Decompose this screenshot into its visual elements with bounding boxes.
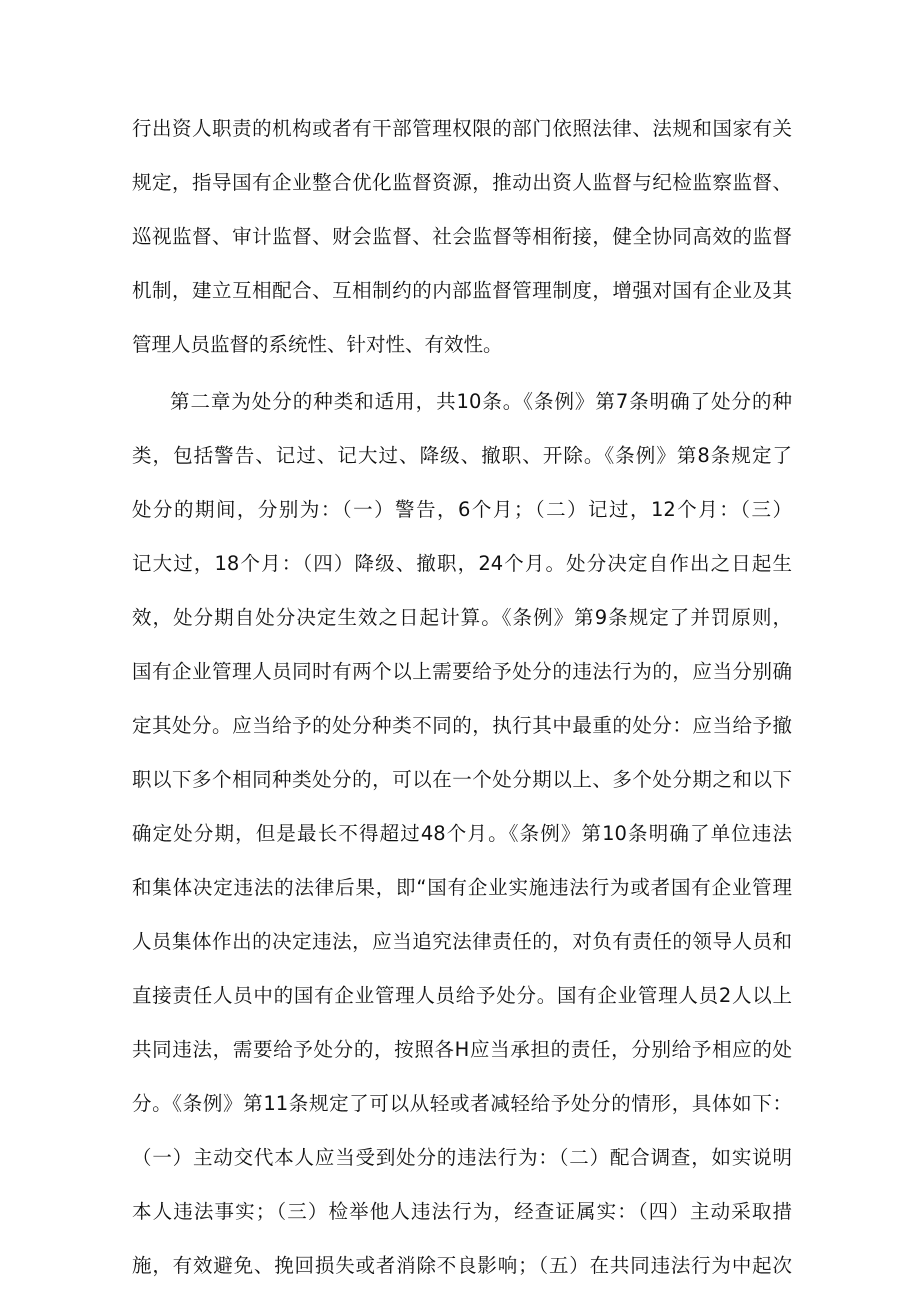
text-line: 记大过，18个月：（四）降级、撤职，24个月。处分决定自作出之日起生 [132, 552, 792, 575]
text-line: 规定，指导国有企业整合优化监督资源，推动出资人监督与纪检监察监督、 [132, 171, 792, 194]
text-line: 分。《条例》第11条规定了可以从轻或者减轻给予处分的情形，具体如下： [132, 1092, 792, 1115]
text-line: 效，处分期自处分决定生效之日起计算。《条例》第9条规定了并罚原则， [132, 606, 792, 629]
text-line: 行出资人职责的机构或者有干部管理权限的部门依照法律、法规和国家有关 [132, 117, 792, 140]
text-line: 共同违法，需要给予处分的，按照各H应当承担的责任，分别给予相应的处 [132, 1038, 792, 1061]
text-line: 确定处分期，但是最长不得超过48个月。《条例》第10条明确了单位违法 [132, 822, 792, 845]
text-line: 定其处分。应当给予的处分种类不同的，执行其中最重的处分：应当给予撤 [132, 714, 792, 737]
text-line: 第二章为处分的种类和适用，共10条。《条例》第7条明确了处分的种 [170, 390, 792, 413]
text-line: 本人违法事实；（三）检举他人违法行为，经查证属实：（四）主动采取措 [132, 1200, 792, 1223]
text-line: 职以下多个相同种类处分的，可以在一个处分期以上、多个处分期之和以下 [132, 768, 792, 791]
text-line: 处分的期间，分别为：（一）警告，6个月；（二）记过，12个月：（三） [132, 498, 792, 521]
text-line: 施，有效避免、挽回损失或者消除不良影响；（五）在共同违法行为中起次 [132, 1254, 792, 1277]
text-line: 类，包括警告、记过、记大过、降级、撤职、开除。《条例》第8条规定了 [132, 444, 792, 467]
text-line: （一）主动交代本人应当受到处分的违法行为：（二）配合调查，如实说明 [132, 1146, 792, 1169]
text-line: 和集体决定违法的法律后果，即“国有企业实施违法行为或者国有企业管理 [132, 876, 792, 899]
text-line: 人员集体作出的决定违法，应当追究法律责任的，对负有责任的领导人员和 [132, 930, 792, 953]
text-line: 巡视监督、审计监督、财会监督、社会监督等相衔接，健全协同高效的监督 [132, 225, 792, 248]
text-line: 直接责任人员中的国有企业管理人员给予处分。国有企业管理人员2人以上 [132, 984, 792, 1007]
text-line: 国有企业管理人员同时有两个以上需要给予处分的违法行为的，应当分别确 [132, 660, 792, 683]
text-line: 管理人员监督的系统性、针对性、有效性。 [132, 333, 503, 356]
text-line: 机制，建立互相配合、互相制约的内部监督管理制度，增强对国有企业及其 [132, 279, 792, 302]
